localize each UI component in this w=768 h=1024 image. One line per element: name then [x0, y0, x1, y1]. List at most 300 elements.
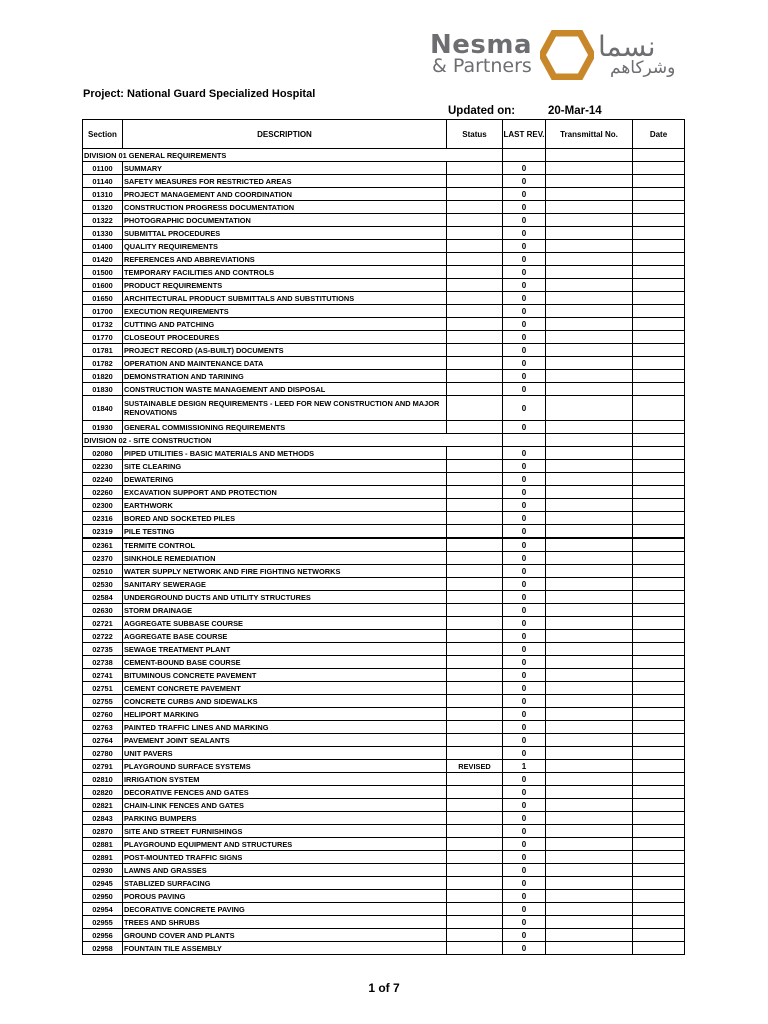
column-header-date: Date	[633, 120, 685, 149]
status-cell	[447, 279, 503, 292]
transmittal-cell	[546, 630, 633, 643]
section-cell: 02080	[83, 447, 123, 460]
last-rev-cell: 0	[503, 279, 546, 292]
section-cell: 02240	[83, 473, 123, 486]
status-cell	[447, 447, 503, 460]
transmittal-cell	[546, 734, 633, 747]
section-cell: 02780	[83, 747, 123, 760]
date-cell	[633, 877, 685, 890]
last-rev-cell: 0	[503, 201, 546, 214]
last-rev-cell: 0	[503, 877, 546, 890]
transmittal-cell	[546, 162, 633, 175]
section-cell: 02958	[83, 942, 123, 955]
table-row	[83, 734, 685, 747]
table-row	[83, 604, 685, 617]
table-row	[83, 370, 685, 383]
transmittal-cell	[546, 525, 633, 539]
description-cell: TERMITE CONTROL	[123, 538, 447, 552]
description-cell: CONSTRUCTION WASTE MANAGEMENT AND DISPOSAL	[123, 383, 447, 396]
transmittal-cell	[546, 643, 633, 656]
description-cell: BORED AND SOCKETED PILES	[123, 512, 447, 525]
description-cell: PLAYGROUND EQUIPMENT AND STRUCTURES	[123, 838, 447, 851]
last-rev-cell: 0	[503, 357, 546, 370]
last-rev-cell: 0	[503, 525, 546, 539]
transmittal-cell	[546, 851, 633, 864]
last-rev-cell: 0	[503, 292, 546, 305]
date-cell	[633, 799, 685, 812]
transmittal-cell	[546, 460, 633, 473]
empty-cell	[633, 434, 685, 447]
status-cell	[447, 942, 503, 955]
table-row	[83, 214, 685, 227]
table-row	[83, 838, 685, 851]
last-rev-cell: 0	[503, 734, 546, 747]
status-cell	[447, 201, 503, 214]
page-number: 1 of 7	[368, 981, 400, 995]
status-cell	[447, 747, 503, 760]
section-cell: 02881	[83, 838, 123, 851]
transmittal-cell	[546, 747, 633, 760]
last-rev-cell: 0	[503, 370, 546, 383]
last-rev-cell: 0	[503, 591, 546, 604]
section-cell: 01140	[83, 175, 123, 188]
description-cell: CUTTING AND PATCHING	[123, 318, 447, 331]
status-cell	[447, 552, 503, 565]
section-cell: 01930	[83, 421, 123, 434]
date-cell	[633, 565, 685, 578]
table-row	[83, 682, 685, 695]
status-cell	[447, 604, 503, 617]
last-rev-cell: 0	[503, 786, 546, 799]
last-rev-cell: 0	[503, 708, 546, 721]
date-cell	[633, 682, 685, 695]
table-row	[83, 227, 685, 240]
section-cell: 02584	[83, 591, 123, 604]
description-cell: DEMONSTRATION AND TARINING	[123, 370, 447, 383]
transmittal-cell	[546, 825, 633, 838]
section-cell: 02820	[83, 786, 123, 799]
date-cell	[633, 357, 685, 370]
status-cell	[447, 773, 503, 786]
status-cell	[447, 227, 503, 240]
date-cell	[633, 240, 685, 253]
transmittal-cell	[546, 253, 633, 266]
table-row	[83, 383, 685, 396]
description-cell: GENERAL COMMISSIONING REQUIREMENTS	[123, 421, 447, 434]
table-row	[83, 786, 685, 799]
description-cell: EARTHWORK	[123, 499, 447, 512]
date-cell	[633, 227, 685, 240]
date-cell	[633, 305, 685, 318]
date-cell	[633, 851, 685, 864]
date-cell	[633, 695, 685, 708]
table-row	[83, 305, 685, 318]
empty-cell	[633, 149, 685, 162]
status-cell	[447, 578, 503, 591]
table-row	[83, 447, 685, 460]
description-cell: SUSTAINABLE DESIGN REQUIREMENTS - LEED FOR NEW CONSTRUCTION AND MAJOR RENOVATIONS	[123, 396, 447, 421]
status-cell	[447, 682, 503, 695]
description-cell: STORM DRAINAGE	[123, 604, 447, 617]
status-cell	[447, 240, 503, 253]
section-cell: 02954	[83, 903, 123, 916]
date-cell	[633, 421, 685, 434]
description-cell: SEWAGE TREATMENT PLANT	[123, 643, 447, 656]
date-cell	[633, 486, 685, 499]
transmittal-cell	[546, 499, 633, 512]
description-cell: TEMPORARY FACILITIES AND CONTROLS	[123, 266, 447, 279]
section-cell: 02810	[83, 773, 123, 786]
submittal-table	[82, 119, 685, 955]
description-cell: PRODUCT REQUIREMENTS	[123, 279, 447, 292]
transmittal-cell	[546, 903, 633, 916]
description-cell: PAVEMENT JOINT SEALANTS	[123, 734, 447, 747]
division-header-row	[83, 149, 685, 162]
transmittal-cell	[546, 942, 633, 955]
status-cell	[447, 643, 503, 656]
section-cell: 02821	[83, 799, 123, 812]
transmittal-cell	[546, 486, 633, 499]
section-cell: 02843	[83, 812, 123, 825]
date-cell	[633, 838, 685, 851]
transmittal-cell	[546, 669, 633, 682]
last-rev-cell: 0	[503, 447, 546, 460]
table-row	[83, 175, 685, 188]
last-rev-cell: 0	[503, 421, 546, 434]
last-rev-cell: 0	[503, 486, 546, 499]
date-cell	[633, 916, 685, 929]
section-cell: 02721	[83, 617, 123, 630]
description-cell: STABLIZED SURFACING	[123, 877, 447, 890]
transmittal-cell	[546, 864, 633, 877]
status-cell	[447, 175, 503, 188]
status-cell	[447, 383, 503, 396]
section-cell: 02755	[83, 695, 123, 708]
transmittal-cell	[546, 552, 633, 565]
transmittal-cell	[546, 682, 633, 695]
last-rev-cell: 0	[503, 942, 546, 955]
last-rev-cell: 0	[503, 266, 546, 279]
status-cell	[447, 838, 503, 851]
description-cell: DECORATIVE FENCES AND GATES	[123, 786, 447, 799]
section-cell: 01830	[83, 383, 123, 396]
description-cell: PARKING BUMPERS	[123, 812, 447, 825]
table-row	[83, 812, 685, 825]
transmittal-cell	[546, 266, 633, 279]
status-cell	[447, 721, 503, 734]
status-cell	[447, 512, 503, 525]
description-cell: QUALITY REQUIREMENTS	[123, 240, 447, 253]
last-rev-cell: 0	[503, 617, 546, 630]
status-cell	[447, 591, 503, 604]
table-row	[83, 630, 685, 643]
status-cell	[447, 877, 503, 890]
table-row	[83, 552, 685, 565]
last-rev-cell: 0	[503, 656, 546, 669]
transmittal-cell	[546, 383, 633, 396]
empty-cell	[546, 149, 633, 162]
last-rev-cell: 0	[503, 682, 546, 695]
last-rev-cell: 0	[503, 331, 546, 344]
last-rev-cell: 0	[503, 499, 546, 512]
date-cell	[633, 760, 685, 773]
date-cell	[633, 266, 685, 279]
table-row	[83, 162, 685, 175]
table-row	[83, 344, 685, 357]
date-cell	[633, 747, 685, 760]
date-cell	[633, 188, 685, 201]
section-cell: 01840	[83, 396, 123, 421]
transmittal-cell	[546, 370, 633, 383]
transmittal-cell	[546, 721, 633, 734]
logo-text-english: Nesma	[430, 30, 533, 60]
status-cell	[447, 486, 503, 499]
last-rev-cell: 0	[503, 643, 546, 656]
status-cell	[447, 162, 503, 175]
transmittal-cell	[546, 929, 633, 942]
last-rev-cell: 0	[503, 318, 546, 331]
date-cell	[633, 708, 685, 721]
column-header-section: Section	[83, 120, 123, 149]
project-title: Project: National Guard Specialized Hospital	[83, 88, 316, 100]
transmittal-cell	[546, 708, 633, 721]
transmittal-cell	[546, 773, 633, 786]
column-header-status: Status	[447, 120, 503, 149]
transmittal-cell	[546, 656, 633, 669]
section-cell: 02950	[83, 890, 123, 903]
description-cell: DEWATERING	[123, 473, 447, 486]
transmittal-cell	[546, 760, 633, 773]
description-cell: CEMENT CONCRETE PAVEMENT	[123, 682, 447, 695]
logo-text-arabic: نسما	[598, 30, 656, 63]
date-cell	[633, 617, 685, 630]
status-cell	[447, 396, 503, 421]
transmittal-cell	[546, 786, 633, 799]
last-rev-cell: 0	[503, 890, 546, 903]
table-row	[83, 695, 685, 708]
transmittal-cell	[546, 175, 633, 188]
table-row	[83, 525, 685, 539]
description-cell: FOUNTAIN TILE ASSEMBLY	[123, 942, 447, 955]
status-cell	[447, 890, 503, 903]
last-rev-cell: 0	[503, 227, 546, 240]
transmittal-cell	[546, 538, 633, 552]
table-row	[83, 460, 685, 473]
description-cell: PAINTED TRAFFIC LINES AND MARKING	[123, 721, 447, 734]
description-cell: POROUS PAVING	[123, 890, 447, 903]
status-cell	[447, 825, 503, 838]
description-cell: CONSTRUCTION PROGRESS DOCUMENTATION	[123, 201, 447, 214]
table-row	[83, 512, 685, 525]
last-rev-cell: 0	[503, 773, 546, 786]
description-cell: CEMENT-BOUND BASE COURSE	[123, 656, 447, 669]
table-row	[83, 851, 685, 864]
date-cell	[633, 175, 685, 188]
last-rev-cell: 0	[503, 538, 546, 552]
date-cell	[633, 825, 685, 838]
date-cell	[633, 552, 685, 565]
section-cell: 01732	[83, 318, 123, 331]
transmittal-cell	[546, 331, 633, 344]
last-rev-cell: 0	[503, 838, 546, 851]
table-row	[83, 486, 685, 499]
table-row	[83, 188, 685, 201]
description-cell: EXCAVATION SUPPORT AND PROTECTION	[123, 486, 447, 499]
table-row	[83, 643, 685, 656]
description-cell: IRRIGATION SYSTEM	[123, 773, 447, 786]
status-cell	[447, 188, 503, 201]
date-cell	[633, 929, 685, 942]
last-rev-cell: 0	[503, 669, 546, 682]
transmittal-cell	[546, 421, 633, 434]
date-cell	[633, 344, 685, 357]
description-cell: HELIPORT MARKING	[123, 708, 447, 721]
date-cell	[633, 279, 685, 292]
table-row	[83, 253, 685, 266]
status-cell	[447, 656, 503, 669]
last-rev-cell: 0	[503, 864, 546, 877]
date-cell	[633, 331, 685, 344]
empty-cell	[546, 434, 633, 447]
description-cell: PHOTOGRAPHIC DOCUMENTATION	[123, 214, 447, 227]
hexagon-logo-icon	[540, 30, 594, 80]
table-row	[83, 825, 685, 838]
section-cell: 01320	[83, 201, 123, 214]
transmittal-cell	[546, 357, 633, 370]
section-cell: 02764	[83, 734, 123, 747]
section-cell: 01650	[83, 292, 123, 305]
transmittal-cell	[546, 838, 633, 851]
section-cell: 01500	[83, 266, 123, 279]
date-cell	[633, 370, 685, 383]
last-rev-cell: 0	[503, 512, 546, 525]
transmittal-cell	[546, 188, 633, 201]
section-cell: 01781	[83, 344, 123, 357]
status-cell	[447, 214, 503, 227]
table-row	[83, 240, 685, 253]
status-cell	[447, 864, 503, 877]
last-rev-cell: 0	[503, 721, 546, 734]
section-cell: 01100	[83, 162, 123, 175]
date-cell	[633, 383, 685, 396]
date-cell	[633, 253, 685, 266]
date-cell	[633, 292, 685, 305]
table-row	[83, 396, 685, 421]
last-rev-cell: 1	[503, 760, 546, 773]
last-rev-cell: 0	[503, 825, 546, 838]
date-cell	[633, 942, 685, 955]
empty-cell	[503, 434, 546, 447]
description-cell: POST-MOUNTED TRAFFIC SIGNS	[123, 851, 447, 864]
table-row	[83, 538, 685, 552]
description-cell: REFERENCES AND ABBREVIATIONS	[123, 253, 447, 266]
description-cell: SITE CLEARING	[123, 460, 447, 473]
table-row	[83, 929, 685, 942]
description-cell: PROJECT RECORD (AS-BUILT) DOCUMENTS	[123, 344, 447, 357]
section-cell: 02956	[83, 929, 123, 942]
logo-text-partners: & Partners	[432, 55, 532, 77]
transmittal-cell	[546, 396, 633, 421]
transmittal-cell	[546, 292, 633, 305]
section-cell: 01400	[83, 240, 123, 253]
last-rev-cell: 0	[503, 799, 546, 812]
transmittal-cell	[546, 227, 633, 240]
status-cell	[447, 292, 503, 305]
division-header-row	[83, 434, 685, 447]
date-cell	[633, 903, 685, 916]
division-title: DIVISION 02 - SITE CONSTRUCTION	[83, 434, 503, 447]
section-cell: 02870	[83, 825, 123, 838]
section-cell: 01310	[83, 188, 123, 201]
last-rev-cell: 0	[503, 240, 546, 253]
date-cell	[633, 721, 685, 734]
status-cell	[447, 786, 503, 799]
date-cell	[633, 604, 685, 617]
table-row	[83, 916, 685, 929]
date-cell	[633, 473, 685, 486]
status-cell	[447, 331, 503, 344]
description-cell: SAFETY MEASURES FOR RESTRICTED AREAS	[123, 175, 447, 188]
date-cell	[633, 396, 685, 421]
section-cell: 02361	[83, 538, 123, 552]
status-cell	[447, 305, 503, 318]
section-cell: 01700	[83, 305, 123, 318]
last-rev-cell: 0	[503, 305, 546, 318]
last-rev-cell: 0	[503, 604, 546, 617]
last-rev-cell: 0	[503, 473, 546, 486]
transmittal-cell	[546, 695, 633, 708]
table-row	[83, 266, 685, 279]
section-cell: 02370	[83, 552, 123, 565]
table-row	[83, 292, 685, 305]
column-header-last-rev: LAST REV.	[503, 120, 546, 149]
section-cell: 01322	[83, 214, 123, 227]
description-cell: ARCHITECTURAL PRODUCT SUBMITTALS AND SUBSTITUTIONS	[123, 292, 447, 305]
section-cell: 02945	[83, 877, 123, 890]
last-rev-cell: 0	[503, 188, 546, 201]
empty-cell	[503, 149, 546, 162]
company-logo	[430, 30, 705, 82]
transmittal-cell	[546, 318, 633, 331]
last-rev-cell: 0	[503, 565, 546, 578]
date-cell	[633, 499, 685, 512]
transmittal-cell	[546, 201, 633, 214]
description-cell: BITUMINOUS CONCRETE PAVEMENT	[123, 669, 447, 682]
section-cell: 02530	[83, 578, 123, 591]
table-row	[83, 357, 685, 370]
description-cell: DECORATIVE CONCRETE PAVING	[123, 903, 447, 916]
last-rev-cell: 0	[503, 578, 546, 591]
status-cell	[447, 708, 503, 721]
table-body	[83, 149, 685, 955]
transmittal-cell	[546, 344, 633, 357]
description-cell: PIPED UTILITIES - BASIC MATERIALS AND METHODS	[123, 447, 447, 460]
section-cell: 02738	[83, 656, 123, 669]
last-rev-cell: 0	[503, 747, 546, 760]
description-cell: UNIT PAVERS	[123, 747, 447, 760]
status-cell	[447, 565, 503, 578]
section-cell: 02791	[83, 760, 123, 773]
description-cell: WATER SUPPLY NETWORK AND FIRE FIGHTING NETWORKS	[123, 565, 447, 578]
date-cell	[633, 643, 685, 656]
transmittal-cell	[546, 890, 633, 903]
transmittal-cell	[546, 240, 633, 253]
status-cell	[447, 538, 503, 552]
description-cell: EXECUTION REQUIREMENTS	[123, 305, 447, 318]
table-row	[83, 421, 685, 434]
transmittal-cell	[546, 591, 633, 604]
status-cell	[447, 499, 503, 512]
